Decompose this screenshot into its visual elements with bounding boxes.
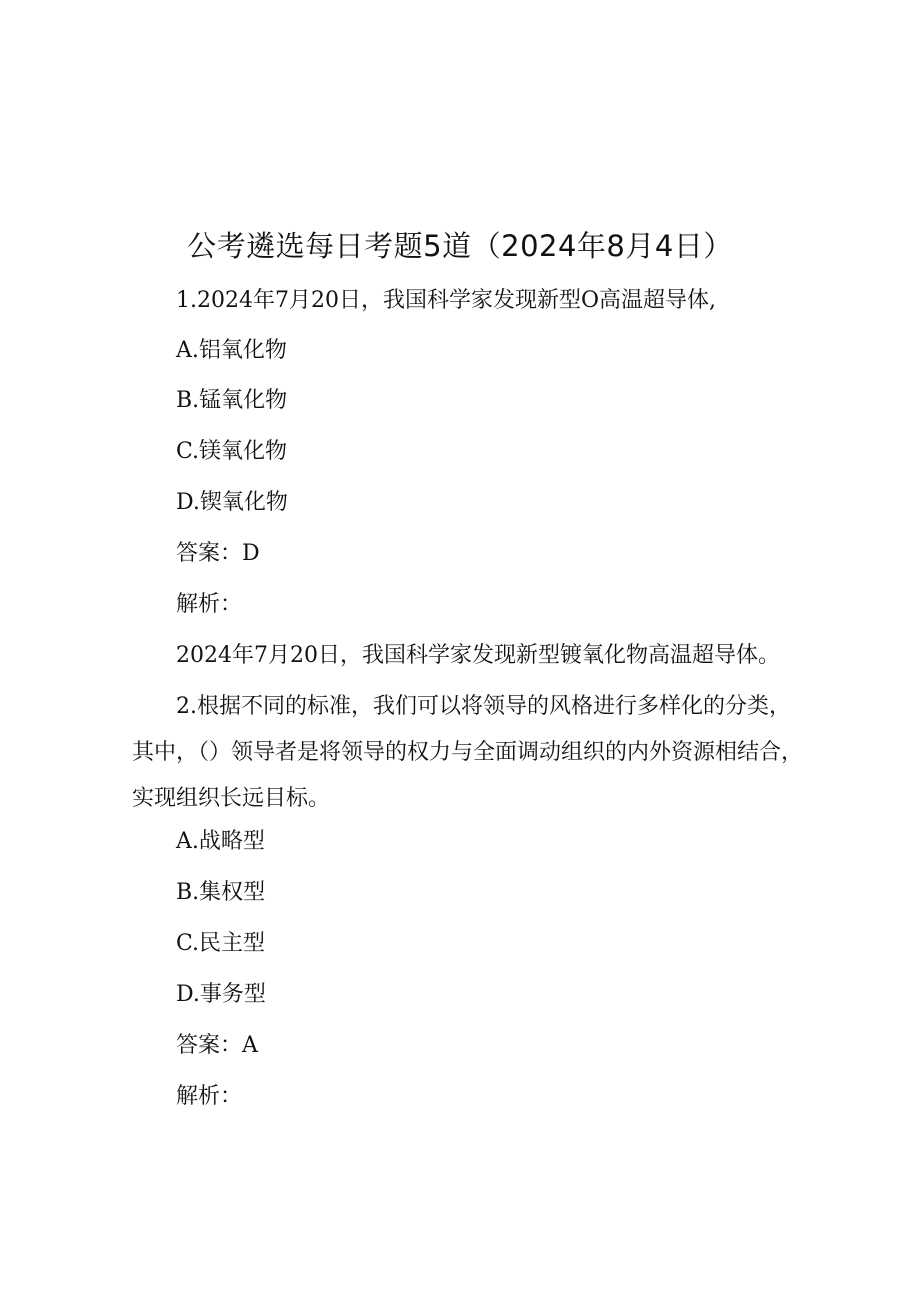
question-1-option-a: A.铝氧化物 (176, 338, 287, 363)
question-2-analysis-label: 解析： (176, 1084, 243, 1109)
question-1-analysis-text: 2024年7月20日，我国科学家发现新型镀氧化物高温超导体。 (176, 643, 780, 668)
page-title: 公考遴选每日考题5道（2024年8月4日） (187, 229, 733, 263)
question-1-analysis-label: 解析： (176, 592, 243, 617)
question-2-stem: 2.根据不同的标准，我们可以将领导的风格进行多样化的分类，其中，（）领导者是将领导的权力与全面调动组织的内外资源相结合，实现组织长远目标。 (132, 694, 804, 811)
question-2-option-d: D.事务型 (176, 982, 266, 1007)
question-1-answer: 答案：D (176, 541, 260, 566)
question-1-option-d: D.锲氧化物 (176, 490, 288, 515)
question-2-option-b: B.集权型 (176, 880, 266, 905)
question-2-answer: 答案：A (176, 1033, 258, 1058)
question-2-option-a: A.战略型 (176, 829, 265, 854)
question-1-option-c: C.镁氧化物 (176, 439, 288, 464)
question-1-stem: 1.2024年7月20日，我国科学家发现新型O高温超导体, (176, 288, 717, 313)
question-1-option-b: B.锰氧化物 (176, 388, 288, 413)
question-2-option-c: C.民主型 (176, 931, 266, 956)
